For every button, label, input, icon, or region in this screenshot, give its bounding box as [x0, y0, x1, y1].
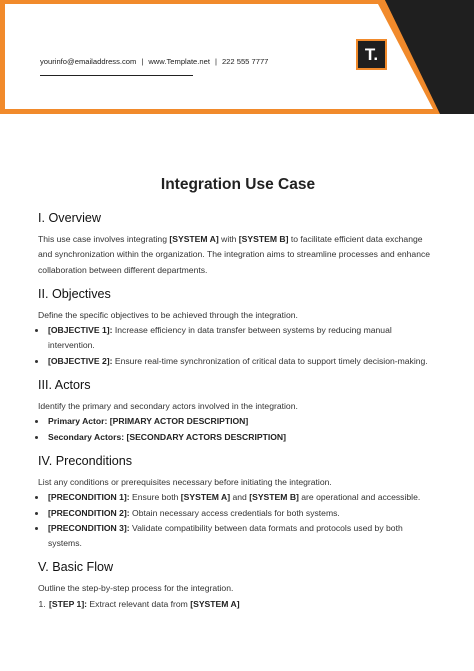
list-item: • [OBJECTIVE 1]: Increase efficiency in data transfer between systems by reducing manual intervention. — [47, 323, 438, 354]
section-objectives — [38, 286, 438, 369]
contact-separator: | — [214, 57, 217, 66]
preconditions-intro: List any conditions or prerequisites necessary before initiating the integration. — [38, 476, 332, 487]
basic-flow-steps — [38, 597, 438, 612]
contact-underline — [40, 75, 193, 76]
actors-list — [38, 414, 438, 445]
section-heading: IV. Preconditions — [38, 453, 133, 468]
contact-separator: | — [141, 57, 144, 66]
section-heading: II. Objectives — [38, 286, 111, 301]
preconditions-list — [38, 490, 438, 551]
section-overview — [38, 210, 438, 278]
contact-info — [40, 57, 268, 66]
section-heading: I. Overview — [38, 211, 101, 225]
contact-phone: 222 555 7777 — [221, 57, 269, 66]
objectives-intro: Define the specific objectives to be achieved through the integration. — [38, 309, 298, 320]
document-body — [38, 176, 438, 612]
contact-email: yourinfo@emailaddress.com — [40, 57, 137, 66]
basic-flow-intro: Outline the step-by-step process for the integration. — [38, 583, 234, 594]
section-preconditions — [38, 453, 438, 551]
section-basic-flow — [38, 559, 438, 612]
list-item: 1. [STEP 1]: Extract relevant data from [SYSTEM A] — [48, 597, 438, 612]
section-actors — [38, 377, 438, 445]
objectives-list — [38, 323, 438, 369]
section-heading: III. Actors — [38, 378, 91, 393]
list-item: • Primary Actor: [PRIMARY ACTOR DESCRIPTION] — [47, 414, 438, 429]
actors-intro: Identify the primary and secondary actors involved in the integration. — [38, 401, 298, 412]
list-item: • [PRECONDITION 3]: Validate compatibility between data formats and protocols used by both systems. — [47, 521, 438, 552]
overview-paragraph: This use case involves integrating [SYSTEM A] with [SYSTEM B] to facilitate efficient data exchange and synchronization within the organization. The integration aims to streamline processes and enhance collaboration between different departments. — [38, 234, 431, 275]
list-item: • [PRECONDITION 1]: Ensure both [SYSTEM A] and [SYSTEM B] are operational and accessible. — [47, 490, 438, 505]
section-heading: V. Basic Flow — [38, 560, 114, 575]
list-item: • Secondary Actors: [SECONDARY ACTORS DESCRIPTION] — [47, 430, 438, 445]
contact-website: www.Template.net — [148, 57, 210, 66]
document-title: Integration Use Case — [160, 176, 316, 193]
list-item: • [PRECONDITION 2]: Obtain necessary access credentials for both systems. — [47, 506, 438, 521]
brand-logo: T. — [356, 39, 387, 70]
letterhead — [0, 0, 474, 114]
list-item: • [OBJECTIVE 2]: Ensure real-time synchronization of critical data to support timely decision-making. — [47, 354, 438, 369]
